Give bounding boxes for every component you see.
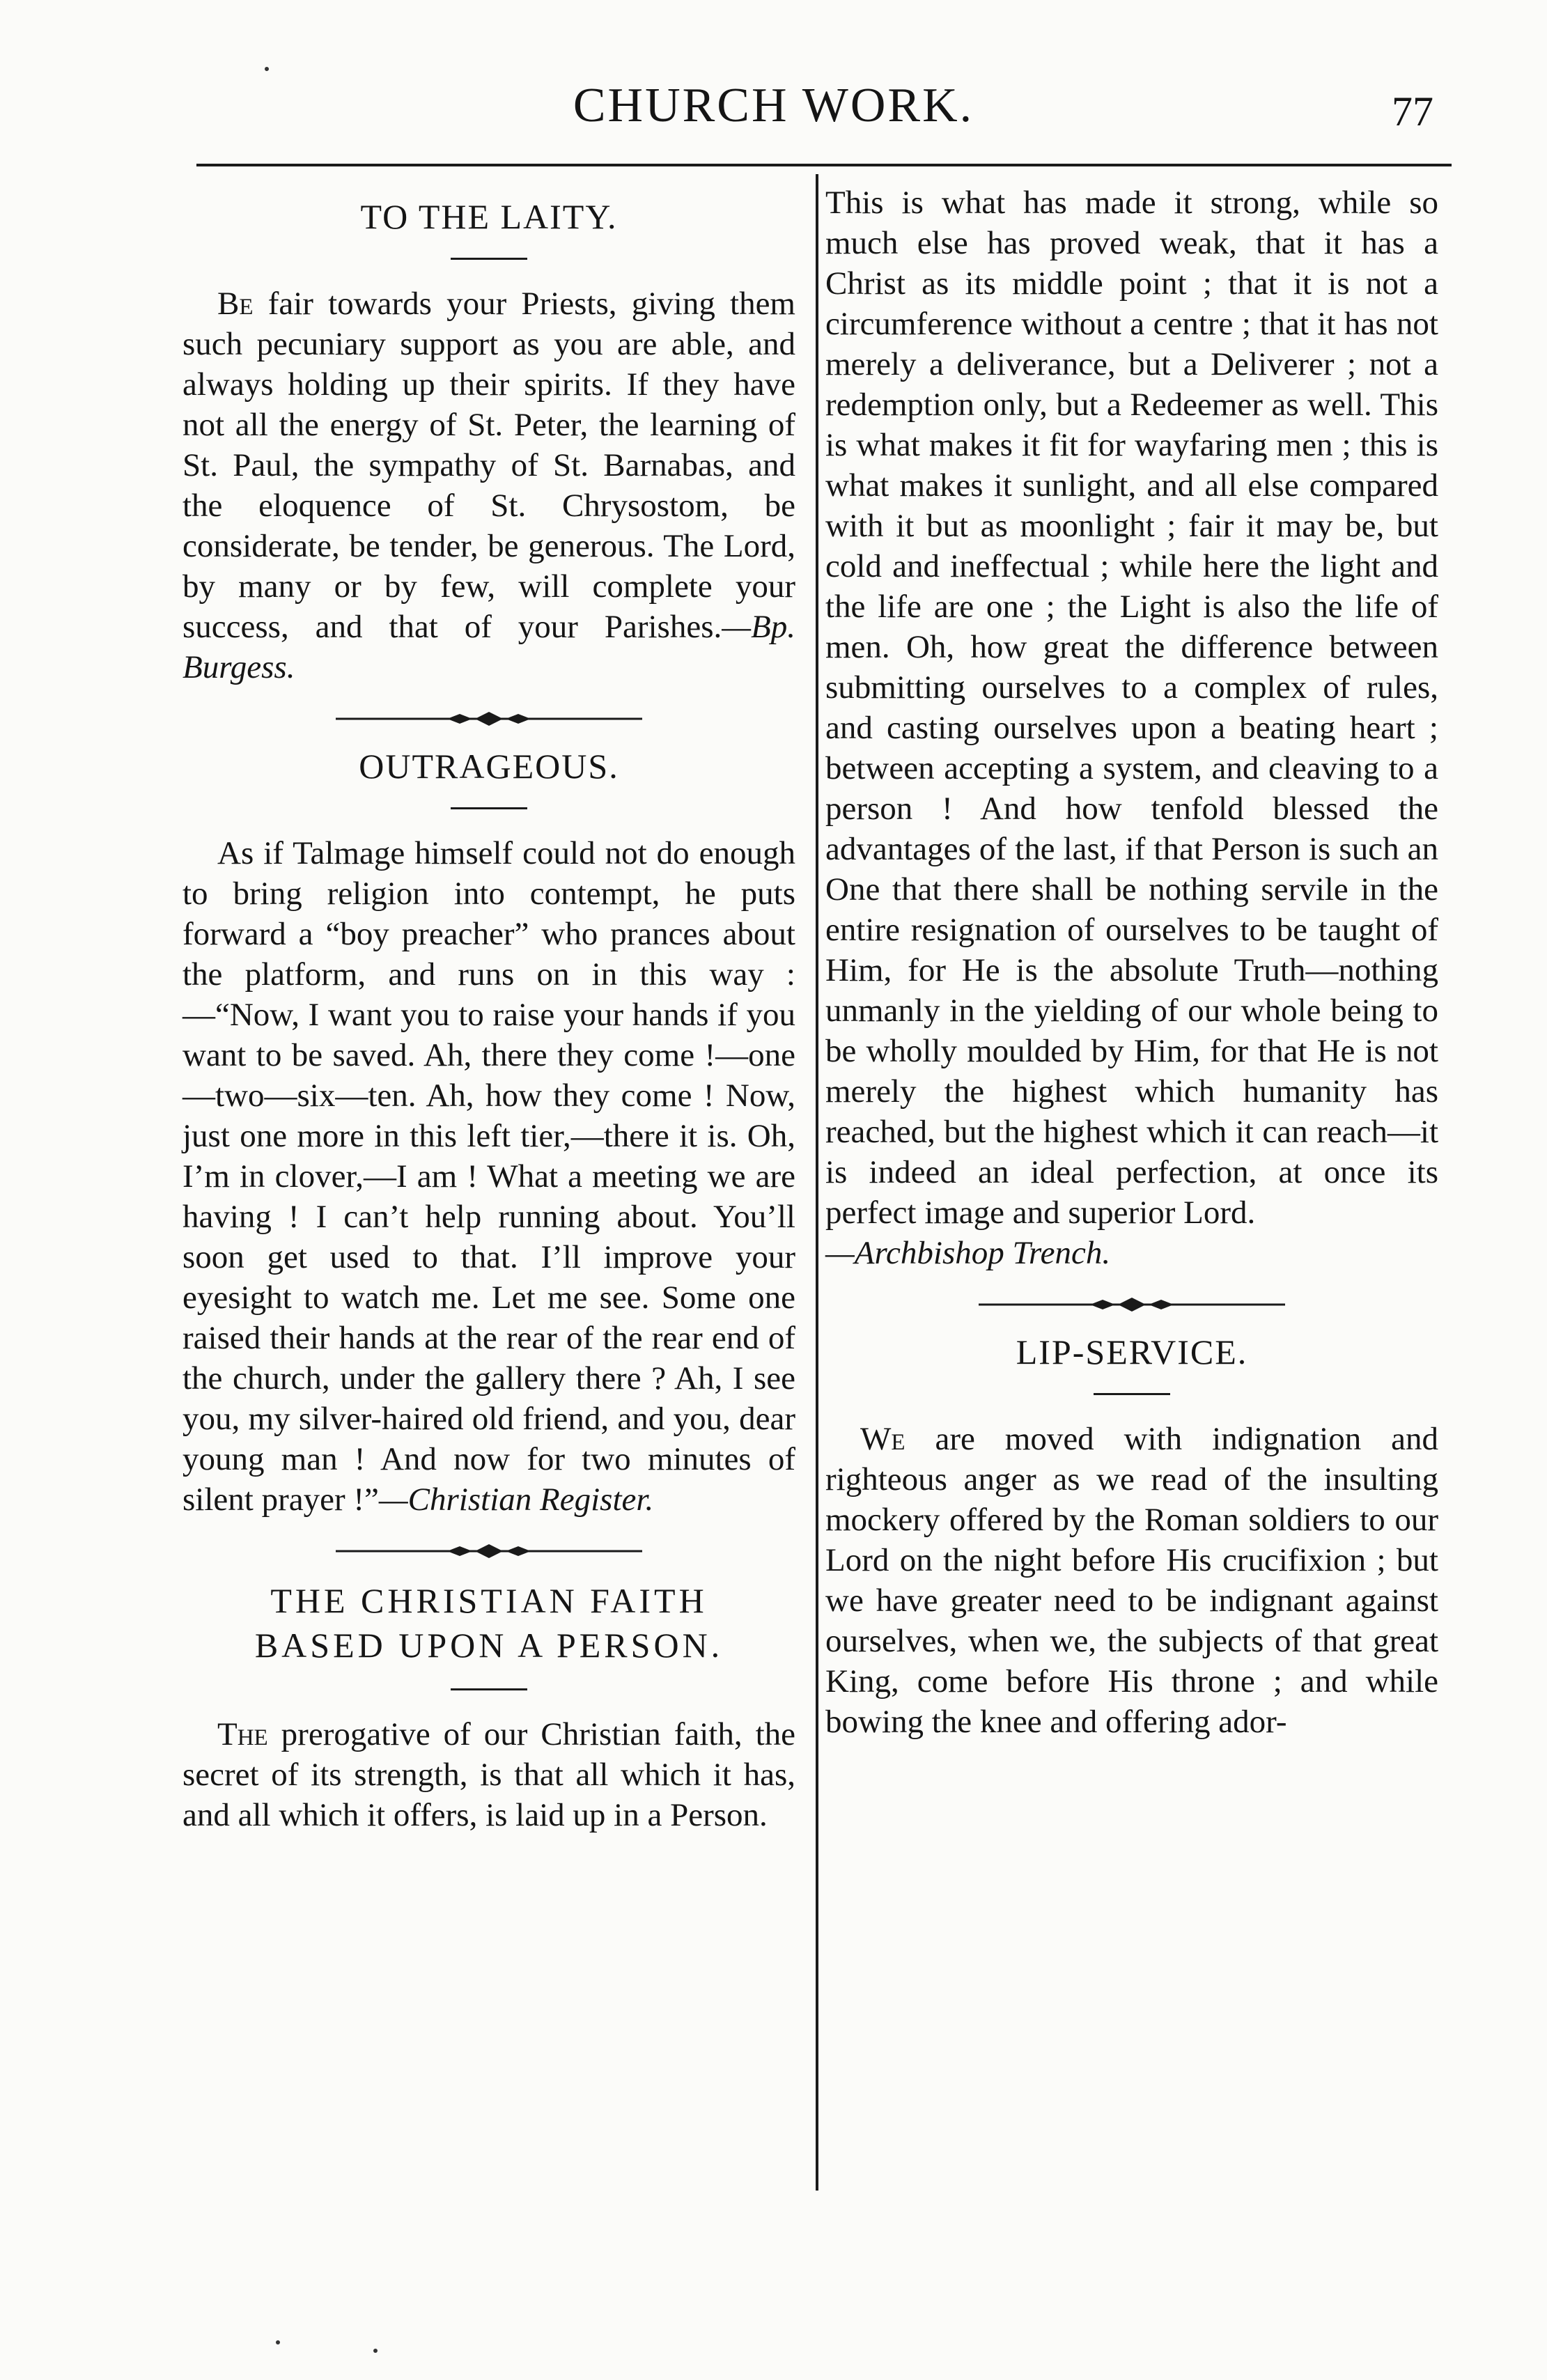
short-rule <box>451 1688 527 1690</box>
short-rule <box>1094 1393 1170 1395</box>
ornament-divider <box>336 1541 642 1562</box>
drop-word: Be <box>217 286 254 322</box>
running-header: CHURCH WORK. <box>573 79 974 132</box>
right-column <box>825 182 1438 1742</box>
christian-faith-text: prerogative of our Christian faith, the secret of its strength, is that all which it has, and all which it offers, is laid up in a Person. <box>182 1716 795 1833</box>
continuation-attribution: —Archbishop Trench. <box>825 1235 1111 1271</box>
short-rule <box>451 807 527 809</box>
page-number: 77 <box>1392 88 1433 134</box>
lip-service-paragraph <box>825 1419 1438 1742</box>
laity-attribution: —Bp. Burgess. <box>182 609 795 685</box>
speck-mark <box>276 2340 280 2344</box>
ornament-divider <box>336 708 642 729</box>
heading-outrageous: OUTRAGEOUS. <box>359 747 619 786</box>
left-column <box>182 182 795 1835</box>
ornament-divider <box>979 1294 1285 1315</box>
column-divider <box>816 174 818 2191</box>
speck-mark <box>373 2349 378 2353</box>
heading-to-the-laity: TO THE LAITY. <box>360 197 618 236</box>
drop-word: The <box>217 1716 268 1752</box>
laity-paragraph <box>182 283 795 687</box>
lip-service-text: are moved with indignation and righteous anger as we read of the insulting mockery offered by the Roman soldiers to our Lord on the night before His crucifixion ; but we have greater need to be indignant against ourselves, when we, the subjects of that great King, come before His throne ; and while bowing the knee and offering ador- <box>825 1421 1438 1740</box>
short-rule <box>451 258 527 260</box>
continuation-paragraph <box>825 182 1438 1273</box>
speck-mark <box>265 67 269 71</box>
header-rule <box>196 164 1452 166</box>
heading-christian-faith-line1: THE CHRISTIAN FAITH <box>270 1581 708 1620</box>
heading-lip-service: LIP-SERVICE. <box>1016 1332 1248 1371</box>
continuation-text: This is what has made it strong, while so much else has proved weak, that it has a Christ as its middle point ; that it is not a circumference without a centre ; that it has not merely a deliverance, but a Deliverer ; not a redemption only, but a Redeemer as well. This is what makes it fit for wayfaring men ; this is what makes it sunlight, and all else compared with it but as moonlight ; fair it may be, but cold and ineffectual ; while here the light and the life are one ; the Light is also the life of men. Oh, how great the difference between submitting ourselves to a complex of rules, and casting ourselves upon a beating heart ; between accepting a system, and cleaving to a person ! And how tenfold blessed the advantages of the last, if that Person is such an One that there shall be nothing servile in the entire resignation of ourselves to be taught of Him, for He is the absolute Truth—nothing unmanly in the yielding of our whole being to be wholly moulded by Him, for that He is not merely the highest which humanity has reached, but the highest which it can reach—it is indeed an ideal perfection, at once its perfect image and superior Lord. <box>825 185 1438 1231</box>
outrageous-paragraph <box>182 833 795 1520</box>
christian-faith-paragraph <box>182 1714 795 1835</box>
outrageous-attribution: —Christian Register. <box>378 1481 654 1518</box>
laity-text: fair towards your Priests, giving them such pecuniary support as you are able, and always holding up their spirits. If they have not all the energy of St. Peter, the learning of St. Paul, the sympathy of St. Barnabas, and the eloquence of St. Chrysostom, be considerate, be tender, be generous. The Lord, by many or by few, will complete your success, and that of your Parishes. <box>182 286 795 645</box>
outrageous-text: As if Talmage himself could not do enough to bring religion into contempt, he puts forward a “boy preacher” who prances about the platform, and runs on in this way :—“Now, I want you to raise your hands if you want to be saved. Ah, there they come !—one—two—six—ten. Ah, how they come ! Now, just one more in this left tier,—there it is. Oh, I’m in clover,—I am ! What a meeting we are having ! I can’t help running about. You’ll soon get used to that. I’ll improve your eyesight to watch me. Let me see. Some one raised their hands at the rear of the rear end of the church, under the gallery there ? Ah, I see you, my silver-haired old friend, and you, dear young man ! And now for two minutes of silent prayer !” <box>182 835 795 1518</box>
drop-word: We <box>860 1421 905 1457</box>
heading-christian-faith-line2: BASED UPON A PERSON. <box>254 1626 724 1665</box>
